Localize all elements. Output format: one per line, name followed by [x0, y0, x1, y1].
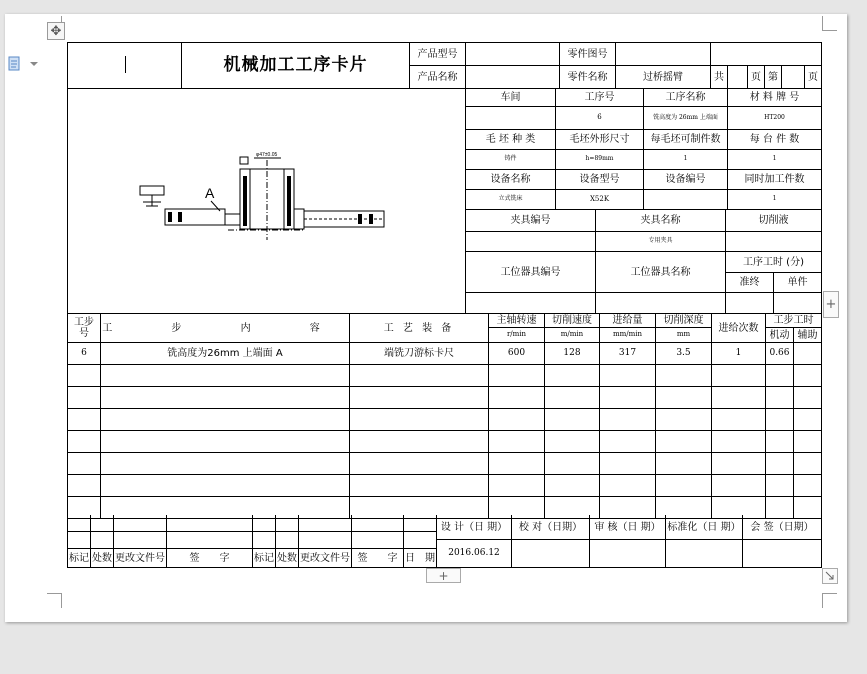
empty-step-cell[interactable] [656, 453, 712, 475]
corner-mark-top-right [822, 16, 837, 31]
revision-blank-cell[interactable] [253, 532, 276, 549]
revision-blank-cell[interactable] [276, 532, 299, 549]
station-name-label: 工位器具名称 [596, 252, 726, 293]
empty-step-cell[interactable] [712, 409, 766, 431]
empty-step-cell[interactable] [545, 431, 600, 453]
station-no-value[interactable] [466, 293, 596, 314]
empty-step-cell[interactable] [489, 409, 545, 431]
revision-label-signature: 签 字 [167, 549, 253, 568]
feed-header: 进给量 [600, 314, 656, 328]
op-name-label: 工序名称 [644, 89, 728, 107]
part-drawing-no-label: 零件图号 [560, 43, 616, 66]
revision-blank-cell[interactable] [352, 515, 404, 532]
step-no-cell: 6 [68, 343, 101, 365]
empty-step-cell[interactable] [656, 387, 712, 409]
empty-step-cell[interactable] [350, 431, 489, 453]
op-no-value: 6 [556, 107, 644, 130]
fixture-no-label: 夹具编号 [466, 210, 596, 232]
empty-step-cell[interactable] [712, 475, 766, 497]
empty-step-cell[interactable] [545, 453, 600, 475]
empty-step-cell[interactable] [600, 365, 656, 387]
cut-speed-header: 切削速度 [545, 314, 600, 328]
blank-header-cell[interactable] [711, 43, 822, 66]
empty-step-cell[interactable] [68, 387, 101, 409]
revision-blank-cell[interactable] [91, 515, 114, 532]
per-blank-label: 每毛坯可制件数 [644, 130, 728, 150]
total-pages-value[interactable] [728, 66, 748, 89]
product-name-value[interactable] [466, 66, 560, 89]
op-no-label: 工序号 [556, 89, 644, 107]
paste-options-icon[interactable] [8, 56, 22, 72]
empty-step-cell[interactable] [101, 475, 350, 497]
countersign-date[interactable] [743, 540, 822, 568]
cut-speed-unit: m/min [545, 328, 600, 343]
empty-step-cell[interactable] [489, 475, 545, 497]
step-content-cell: 铣高度为26mm 上端面 A [101, 343, 350, 365]
product-name-label: 产品名称 [410, 66, 466, 89]
material-label: 材 料 牌 号 [728, 89, 822, 107]
standard-date[interactable] [666, 540, 743, 568]
feed-unit: mm/min [600, 328, 656, 343]
add-row-button[interactable]: + [426, 568, 461, 583]
aux-time-cell [794, 343, 822, 365]
feed-cell: 317 [600, 343, 656, 365]
dimension-top: φ47±0.05 [256, 152, 278, 158]
revision-blank-cell[interactable] [68, 532, 91, 549]
empty-step-cell[interactable] [545, 387, 600, 409]
equip-model-value: X52K [556, 190, 644, 210]
empty-step-cell[interactable] [101, 387, 350, 409]
op-time-label: 工序工时 (分) [726, 252, 822, 273]
revision-blank-cell[interactable] [91, 532, 114, 549]
empty-step-cell[interactable] [489, 431, 545, 453]
page-no-unit: 页 [805, 66, 822, 89]
text-cursor [125, 56, 126, 73]
speed-cell: 600 [489, 343, 545, 365]
depth-cell: 3.5 [656, 343, 712, 365]
machine-time-header: 机动 [766, 328, 794, 343]
empty-step-cell[interactable] [350, 453, 489, 475]
empty-step-cell[interactable] [766, 365, 794, 387]
logo-cell[interactable] [68, 43, 182, 89]
empty-step-cell[interactable] [101, 365, 350, 387]
empty-step-cell[interactable] [350, 475, 489, 497]
blank-type-value: 铸件 [466, 150, 556, 170]
revision-label-date_label: 日 期 [404, 549, 437, 568]
fixture-no-value[interactable] [466, 232, 596, 252]
revision-blank-cell[interactable] [404, 515, 437, 532]
per-unit-value: 1 [728, 150, 822, 170]
part-sketch [68, 90, 466, 314]
blank-size-value: h=89mm [556, 150, 644, 170]
empty-step-cell[interactable] [545, 409, 600, 431]
empty-step-cell[interactable] [794, 431, 822, 453]
tooling-header: 工 艺 装 备 [350, 314, 489, 343]
corner-mark-bottom-right [822, 593, 837, 608]
empty-step-cell[interactable] [489, 453, 545, 475]
passes-cell: 1 [712, 343, 766, 365]
revision-label-doc: 更改文件号 [299, 549, 352, 568]
process-card [67, 42, 822, 568]
speed-header: 主轴转速 [489, 314, 545, 328]
prep-value[interactable] [726, 293, 774, 314]
part-drawing-no-value[interactable] [616, 43, 711, 66]
empty-step-cell[interactable] [794, 365, 822, 387]
empty-step-cell[interactable] [350, 409, 489, 431]
empty-step-cell[interactable] [68, 365, 101, 387]
chevron-down-icon[interactable] [30, 62, 38, 66]
revision-label-doc: 更改文件号 [114, 549, 167, 568]
empty-step-cell[interactable] [712, 387, 766, 409]
countersign-label: 会 签（日期） [743, 515, 822, 540]
table-move-handle-icon[interactable]: ✥ [47, 22, 65, 40]
empty-step-cell[interactable] [794, 409, 822, 431]
revision-blank-cell[interactable] [114, 532, 167, 549]
revision-blank-cell[interactable] [299, 515, 352, 532]
empty-step-cell[interactable] [712, 431, 766, 453]
empty-step-cell[interactable] [545, 475, 600, 497]
empty-step-cell[interactable] [68, 409, 101, 431]
empty-step-cell[interactable] [766, 431, 794, 453]
empty-step-cell[interactable] [101, 431, 350, 453]
simul-value: 1 [728, 190, 822, 210]
card-title: 机械加工工序卡片 [182, 43, 410, 89]
revision-blank-cell[interactable] [114, 515, 167, 532]
empty-step-cell[interactable] [600, 453, 656, 475]
add-column-button[interactable]: + [823, 291, 839, 318]
empty-step-cell[interactable] [350, 387, 489, 409]
per-blank-value: 1 [644, 150, 728, 170]
empty-step-cell[interactable] [712, 453, 766, 475]
revision-blank-cell[interactable] [299, 532, 352, 549]
workshop-value[interactable] [466, 107, 556, 130]
revision-blank-cell[interactable] [253, 515, 276, 532]
passes-header: 进给次数 [712, 314, 766, 343]
page-no-value[interactable] [782, 66, 805, 89]
aux-time-header: 辅助 [794, 328, 822, 343]
empty-step-cell[interactable] [68, 453, 101, 475]
revision-label-mark: 标记 [68, 549, 91, 568]
equip-no-value[interactable] [644, 190, 728, 210]
simul-label: 同时加工件数 [728, 170, 822, 190]
blank-size-label: 毛坯外形尺寸 [556, 130, 644, 150]
workshop-label: 车间 [466, 89, 556, 107]
nth-label: 第 [765, 66, 782, 89]
empty-step-cell[interactable] [489, 387, 545, 409]
review-label: 审 核（日 期） [590, 515, 666, 540]
revision-label-signature: 签 字 [352, 549, 404, 568]
revision-blank-cell[interactable] [404, 532, 437, 549]
depth-header: 切削深度 [656, 314, 712, 328]
machine-time-cell: 0.66 [766, 343, 794, 365]
empty-step-cell[interactable] [656, 475, 712, 497]
design-date: 2016.06.12 [437, 540, 512, 568]
revision-label-count: 处数 [276, 549, 299, 568]
part-name-value: 过桥摇臂 [616, 66, 711, 89]
empty-step-cell[interactable] [101, 453, 350, 475]
empty-step-cell[interactable] [68, 431, 101, 453]
corner-mark-bottom-left [47, 593, 62, 608]
empty-step-cell[interactable] [794, 453, 822, 475]
empty-step-cell[interactable] [350, 365, 489, 387]
revision-blank-cell[interactable] [352, 532, 404, 549]
fixture-name-value: 专用夹具 [596, 232, 726, 252]
tooling-cell: 端铣刀游标卡尺 [350, 343, 489, 365]
empty-step-cell[interactable] [766, 453, 794, 475]
empty-step-cell[interactable] [794, 475, 822, 497]
product-model-label: 产品型号 [410, 43, 466, 66]
station-no-label: 工位器具编号 [466, 252, 596, 293]
revision-blank-cell[interactable] [167, 532, 253, 549]
total-label: 共 [711, 66, 728, 89]
material-value: HT200 [728, 107, 822, 130]
op-name-value: 铣高度为 26mm 上端面 [644, 107, 728, 130]
fixture-name-label: 夹具名称 [596, 210, 726, 232]
revision-blank-cell[interactable] [276, 515, 299, 532]
empty-step-cell[interactable] [489, 365, 545, 387]
coolant-label: 切削液 [726, 210, 822, 232]
equip-name-label: 设备名称 [466, 170, 556, 190]
blank-type-label: 毛 坯 种 类 [466, 130, 556, 150]
check-date[interactable] [512, 540, 590, 568]
standard-label: 标准化（日 期） [666, 515, 743, 540]
review-date[interactable] [590, 540, 666, 568]
empty-step-cell[interactable] [656, 365, 712, 387]
coolant-value[interactable] [726, 232, 822, 252]
empty-step-cell[interactable] [600, 409, 656, 431]
depth-unit: mm [656, 328, 712, 343]
empty-step-cell[interactable] [600, 475, 656, 497]
unit-label: 单件 [774, 273, 822, 293]
empty-step-cell[interactable] [545, 365, 600, 387]
cut-speed-cell: 128 [545, 343, 600, 365]
revision-blank-cell[interactable] [68, 515, 91, 532]
empty-step-cell[interactable] [766, 475, 794, 497]
step-no-header: 工步号 [68, 314, 101, 343]
check-label: 校 对（日期） [512, 515, 590, 540]
empty-step-cell[interactable] [600, 387, 656, 409]
equip-no-label: 设备编号 [644, 170, 728, 190]
total-pages-unit: 页 [748, 66, 765, 89]
design-label: 设 计（日 期） [437, 515, 512, 540]
empty-step-cell[interactable] [68, 475, 101, 497]
revision-label-mark: 标记 [253, 549, 276, 568]
prep-label: 准终 [726, 273, 774, 293]
speed-unit: r/min [489, 328, 545, 343]
part-name-label: 零件名称 [560, 66, 616, 89]
empty-step-cell[interactable] [656, 409, 712, 431]
resize-handle-icon[interactable] [822, 568, 838, 584]
empty-step-cell[interactable] [600, 431, 656, 453]
empty-step-cell[interactable] [712, 365, 766, 387]
unit-value[interactable] [774, 293, 822, 314]
station-name-value[interactable] [596, 293, 726, 314]
revision-blank-cell[interactable] [167, 515, 253, 532]
equip-model-label: 设备型号 [556, 170, 644, 190]
step-time-header: 工步工时 [766, 314, 822, 328]
product-model-value[interactable] [466, 43, 560, 66]
empty-step-cell[interactable] [766, 387, 794, 409]
revision-label-count: 处数 [91, 549, 114, 568]
empty-step-cell[interactable] [656, 431, 712, 453]
empty-step-cell[interactable] [101, 409, 350, 431]
per-unit-label: 每 台 件 数 [728, 130, 822, 150]
label-a: A [205, 185, 215, 201]
equip-name-value: 立式铣床 [466, 190, 556, 210]
empty-step-cell[interactable] [794, 387, 822, 409]
step-content-header: 工 步 内 容 [101, 314, 350, 343]
empty-step-cell[interactable] [766, 409, 794, 431]
